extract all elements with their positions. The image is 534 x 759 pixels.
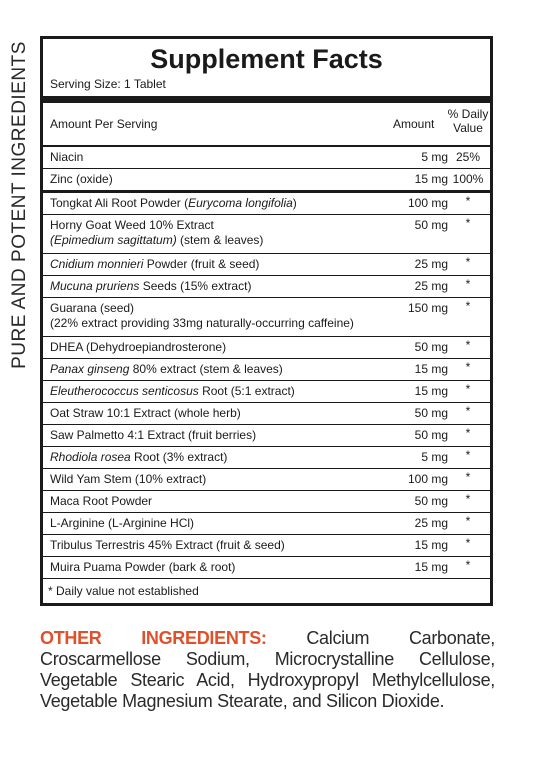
ingredient-amount: 25 mg	[414, 279, 448, 293]
ingredient-name	[50, 494, 390, 509]
ingredient-amount: 50 mg	[414, 428, 448, 442]
table-row	[43, 193, 490, 215]
side-label	[6, 35, 34, 375]
ingredient-amount: 5 mg	[421, 450, 448, 464]
ingredient-name-part: Muira Puama Powder (bark & root)	[50, 560, 236, 574]
ingredient-amount: 15 mg	[414, 560, 448, 574]
ingredient-name	[50, 340, 390, 355]
daily-value-header-line2: Value	[453, 121, 483, 135]
ingredient-amount: 15 mg	[414, 538, 448, 552]
ingredient-name-part: Maca Root Powder	[50, 494, 153, 508]
ingredient-amount: 50 mg	[414, 218, 448, 232]
amount-header: Amount	[393, 117, 435, 131]
ingredient-daily-value: 100%	[452, 172, 484, 186]
vitamin-rows	[43, 147, 490, 191]
supplement-facts-panel	[40, 36, 493, 606]
ingredient-amount: 100 mg	[407, 196, 448, 210]
ingredient-daily-value: *	[465, 558, 471, 572]
ingredient-daily-value: *	[465, 194, 471, 208]
side-label-text: PURE AND POTENT INGREDIENTS	[9, 41, 31, 369]
ingredient-rows	[43, 193, 490, 579]
ingredient-name	[50, 172, 390, 187]
ingredient-name	[50, 560, 390, 575]
table-row	[43, 298, 490, 337]
table-row	[43, 359, 490, 381]
ingredient-name-part: Saw Palmetto 4:1 Extract (fruit berries)	[50, 428, 257, 442]
ingredient-amount: 100 mg	[407, 472, 448, 486]
ingredient-name	[50, 472, 390, 487]
ingredient-daily-value: *	[465, 470, 471, 484]
table-row	[43, 425, 490, 447]
ingredient-daily-value: 25%	[455, 150, 481, 164]
ingredient-name	[50, 428, 390, 443]
ingredient-name-part: Horny Goat Weed 10% Extract	[50, 218, 214, 232]
table-header	[43, 103, 490, 145]
ingredient-amount: 15 mg	[414, 362, 448, 376]
ingredient-name-line2: (22% extract providing 33mg naturally-occurring caffeine)	[50, 316, 354, 330]
ingredient-name	[50, 218, 390, 248]
ingredient-amount: 150 mg	[407, 301, 448, 315]
table-row	[43, 513, 490, 535]
ingredient-name-part: Cnidium monnieri	[50, 257, 144, 271]
ingredient-amount: 25 mg	[414, 257, 448, 271]
ingredient-daily-value: *	[465, 448, 471, 462]
table-row	[43, 381, 490, 403]
ingredient-name-part: Rhodiola rosea	[50, 450, 131, 464]
ingredient-name-part: Wild Yam Stem (10% extract)	[50, 472, 207, 486]
ingredient-daily-value: *	[465, 382, 471, 396]
ingredient-name-part: L-Arginine (L-Arginine HCl)	[50, 516, 195, 530]
serving-size: Serving Size: 1 Tablet	[50, 77, 166, 91]
ingredient-name	[50, 362, 390, 377]
table-row	[43, 535, 490, 557]
ingredient-name-line2: (stem & leaves)	[176, 233, 264, 247]
ingredient-name-part: Tribulus Terrestris 45% Extract (fruit & seed)	[50, 538, 285, 552]
other-ingredients	[40, 628, 495, 712]
amount-per-serving-header: Amount Per Serving	[50, 117, 158, 131]
ingredient-name-part: Powder (fruit & seed)	[143, 257, 260, 271]
table-row	[43, 469, 490, 491]
other-ingredients-label: OTHER INGREDIENTS:	[40, 628, 267, 648]
ingredient-name-part: Seeds (15% extract)	[139, 279, 252, 293]
table-row	[43, 337, 490, 359]
table-row	[43, 254, 490, 276]
daily-value-header-line1: % Daily	[447, 107, 489, 121]
ingredient-name-part: Panax ginseng	[50, 362, 130, 376]
ingredient-name	[50, 279, 390, 294]
table-row	[43, 403, 490, 425]
ingredient-name-part: DHEA (Dehydroepiandrosterone)	[50, 340, 227, 354]
ingredient-daily-value: *	[465, 216, 471, 230]
ingredient-amount: 50 mg	[414, 494, 448, 508]
table-row	[43, 447, 490, 469]
ingredient-name-part: 80% extract (stem & leaves)	[129, 362, 283, 376]
ingredient-name-part: Guarana (seed)	[50, 301, 135, 315]
daily-value-header	[443, 107, 493, 135]
ingredient-name-part: )	[292, 196, 297, 210]
other-ingredients-text: Calcium Carbonate, Croscarmellose Sodium, Microcrystalline Cellulose, Vegetable Stearic Acid, Hydroxypropyl Methylcellulose, Vegetable Magnesium Stearate, and Silicon Dioxide.	[40, 628, 496, 711]
ingredient-name-part: Eurycoma longifolia	[188, 196, 293, 210]
footnote: * Daily value not established	[48, 584, 199, 598]
table-row	[43, 557, 490, 579]
table-row	[43, 215, 490, 254]
ingredient-name	[50, 150, 390, 165]
ingredient-amount: 15 mg	[414, 172, 448, 186]
ingredient-daily-value: *	[465, 514, 471, 528]
thick-divider	[43, 96, 490, 103]
ingredient-name-part: Tongkat Ali Root Powder (	[50, 196, 189, 210]
ingredient-name	[50, 406, 390, 421]
table-row	[43, 169, 490, 191]
ingredient-amount: 15 mg	[414, 384, 448, 398]
ingredient-daily-value: *	[465, 426, 471, 440]
ingredient-name-part: Zinc (oxide)	[50, 172, 113, 186]
ingredient-daily-value: *	[465, 536, 471, 550]
ingredient-name-part: Root (5:1 extract)	[198, 384, 295, 398]
ingredient-name	[50, 538, 390, 553]
ingredient-name	[50, 450, 390, 465]
ingredient-name-part: Mucuna pruriens	[50, 279, 140, 293]
ingredient-name-part: Niacin	[50, 150, 84, 164]
ingredient-name-line2: (Epimedium sagittatum)	[50, 233, 177, 247]
ingredient-daily-value: *	[465, 360, 471, 374]
ingredient-amount: 5 mg	[421, 150, 448, 164]
ingredient-name-part: Oat Straw 10:1 Extract (whole herb)	[50, 406, 241, 420]
ingredient-name	[50, 196, 390, 211]
ingredient-name-part: Eleutherococcus senticosus	[50, 384, 199, 398]
table-row	[43, 147, 490, 169]
ingredient-amount: 50 mg	[414, 406, 448, 420]
ingredient-name	[50, 301, 390, 331]
ingredient-daily-value: *	[465, 338, 471, 352]
ingredient-amount: 25 mg	[414, 516, 448, 530]
ingredient-daily-value: *	[465, 277, 471, 291]
ingredient-amount: 50 mg	[414, 340, 448, 354]
ingredient-name	[50, 384, 390, 399]
table-row	[43, 276, 490, 298]
ingredient-daily-value: *	[465, 492, 471, 506]
ingredient-daily-value: *	[465, 404, 471, 418]
ingredient-name-part: Root (3% extract)	[130, 450, 228, 464]
ingredient-name	[50, 516, 390, 531]
table-row	[43, 491, 490, 513]
facts-title: Supplement Facts	[150, 44, 383, 74]
ingredient-daily-value: *	[465, 299, 471, 313]
ingredient-name	[50, 257, 390, 272]
ingredient-daily-value: *	[465, 255, 471, 269]
